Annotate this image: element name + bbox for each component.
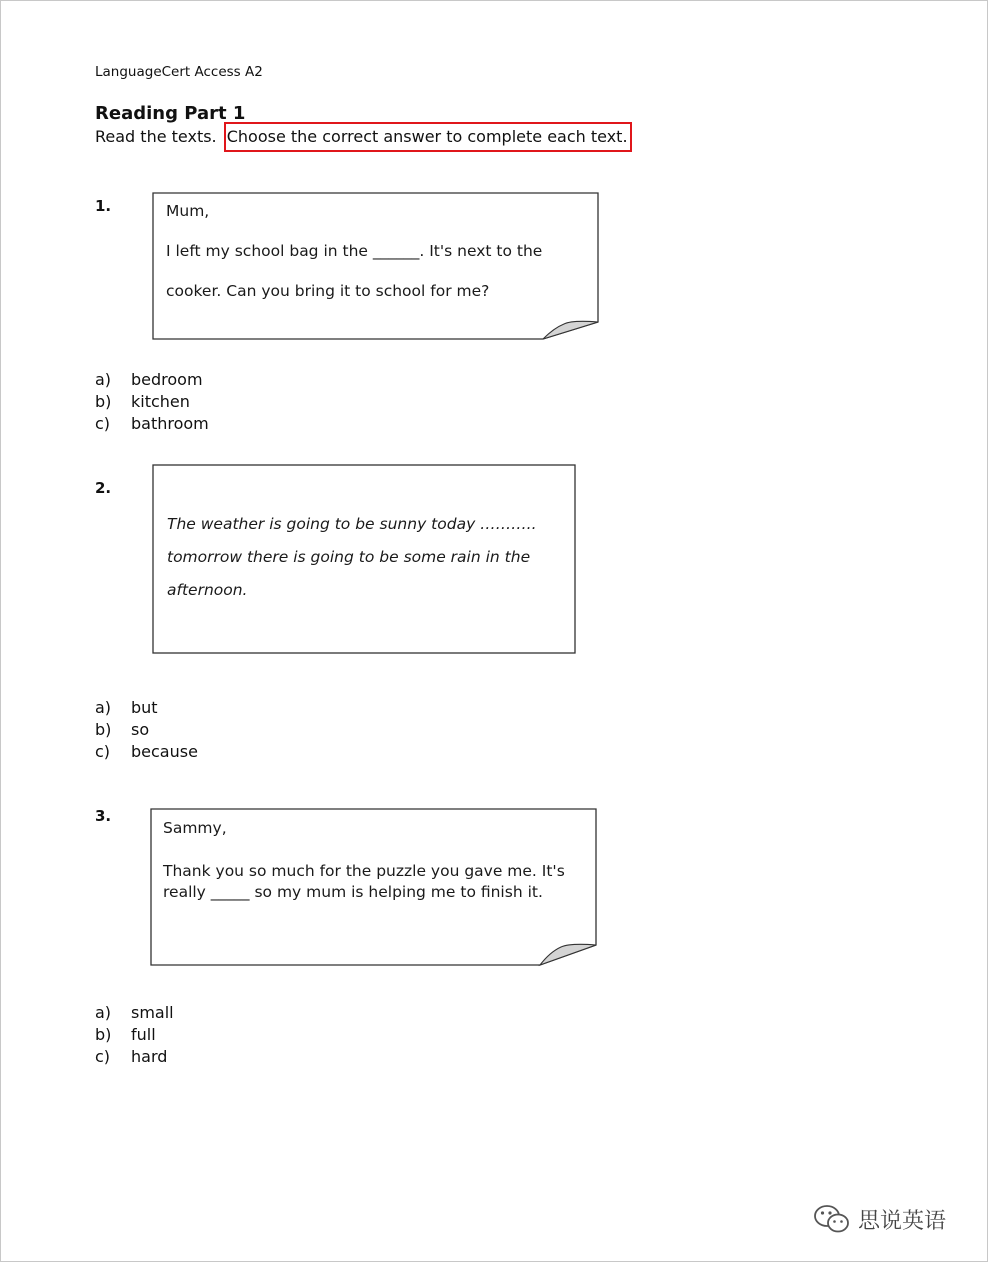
option-letter: b) [95, 392, 112, 411]
section-title: Reading Part 1 [95, 103, 246, 124]
options-list [95, 369, 209, 435]
note-line: Thank you so much for the puzzle you gave me. It's [163, 862, 565, 880]
note-text [163, 818, 565, 903]
option[interactable] [95, 1024, 174, 1046]
option-text: small [131, 1003, 174, 1022]
option-text: bathroom [131, 414, 209, 433]
question-number: 3. [95, 807, 112, 825]
option-letter: a) [95, 1003, 112, 1022]
option-letter: c) [95, 1047, 111, 1066]
option-text: bedroom [131, 370, 203, 389]
option-text: because [131, 742, 198, 761]
option[interactable] [95, 391, 209, 413]
option[interactable] [95, 369, 209, 391]
option-letter: a) [95, 370, 112, 389]
option[interactable] [95, 1046, 174, 1068]
note-line: really _____ so my mum is helping me to finish it. [163, 883, 543, 901]
option-text: hard [131, 1047, 168, 1066]
note-text [166, 202, 542, 300]
question-number: 2. [95, 479, 112, 497]
note-line: tomorrow there is going to be some rain in the [167, 548, 531, 566]
option-letter: c) [95, 414, 111, 433]
note-box [150, 808, 598, 968]
option-letter: b) [95, 720, 112, 739]
instructions [95, 127, 632, 146]
watermark-text: 思说英语 [858, 1208, 947, 1234]
options-list [95, 1002, 174, 1068]
options-list [95, 697, 198, 763]
option[interactable] [95, 741, 198, 763]
option[interactable] [95, 1002, 174, 1024]
note-box [152, 192, 600, 342]
option[interactable] [95, 413, 209, 435]
option-text: so [131, 720, 150, 739]
wechat-icon [812, 1203, 852, 1235]
instruction-highlight: Choose the correct answer to complete each text. [224, 122, 632, 152]
note-line: afternoon. [167, 581, 248, 599]
note-line: cooker. Can you bring it to school for me? [166, 282, 490, 300]
note-line: The weather is going to be sunny today ……….. [167, 515, 537, 533]
option[interactable] [95, 719, 198, 741]
note-line: Sammy, [163, 819, 227, 837]
note-line: Mum, [166, 202, 210, 220]
option-text: but [131, 698, 158, 717]
header-label: LanguageCert Access A2 [95, 64, 263, 80]
option[interactable] [95, 697, 198, 719]
option-letter: a) [95, 698, 112, 717]
question-number: 1. [95, 197, 112, 215]
option-text: full [131, 1025, 156, 1044]
instruction-prefix: Read the texts. [95, 127, 217, 146]
note-text [167, 508, 537, 607]
option-letter: b) [95, 1025, 112, 1044]
note-line: I left my school bag in the ______. It's next to the [166, 242, 543, 260]
watermark [812, 1203, 946, 1235]
option-letter: c) [95, 742, 111, 761]
note-box [152, 464, 577, 656]
option-text: kitchen [131, 392, 190, 411]
